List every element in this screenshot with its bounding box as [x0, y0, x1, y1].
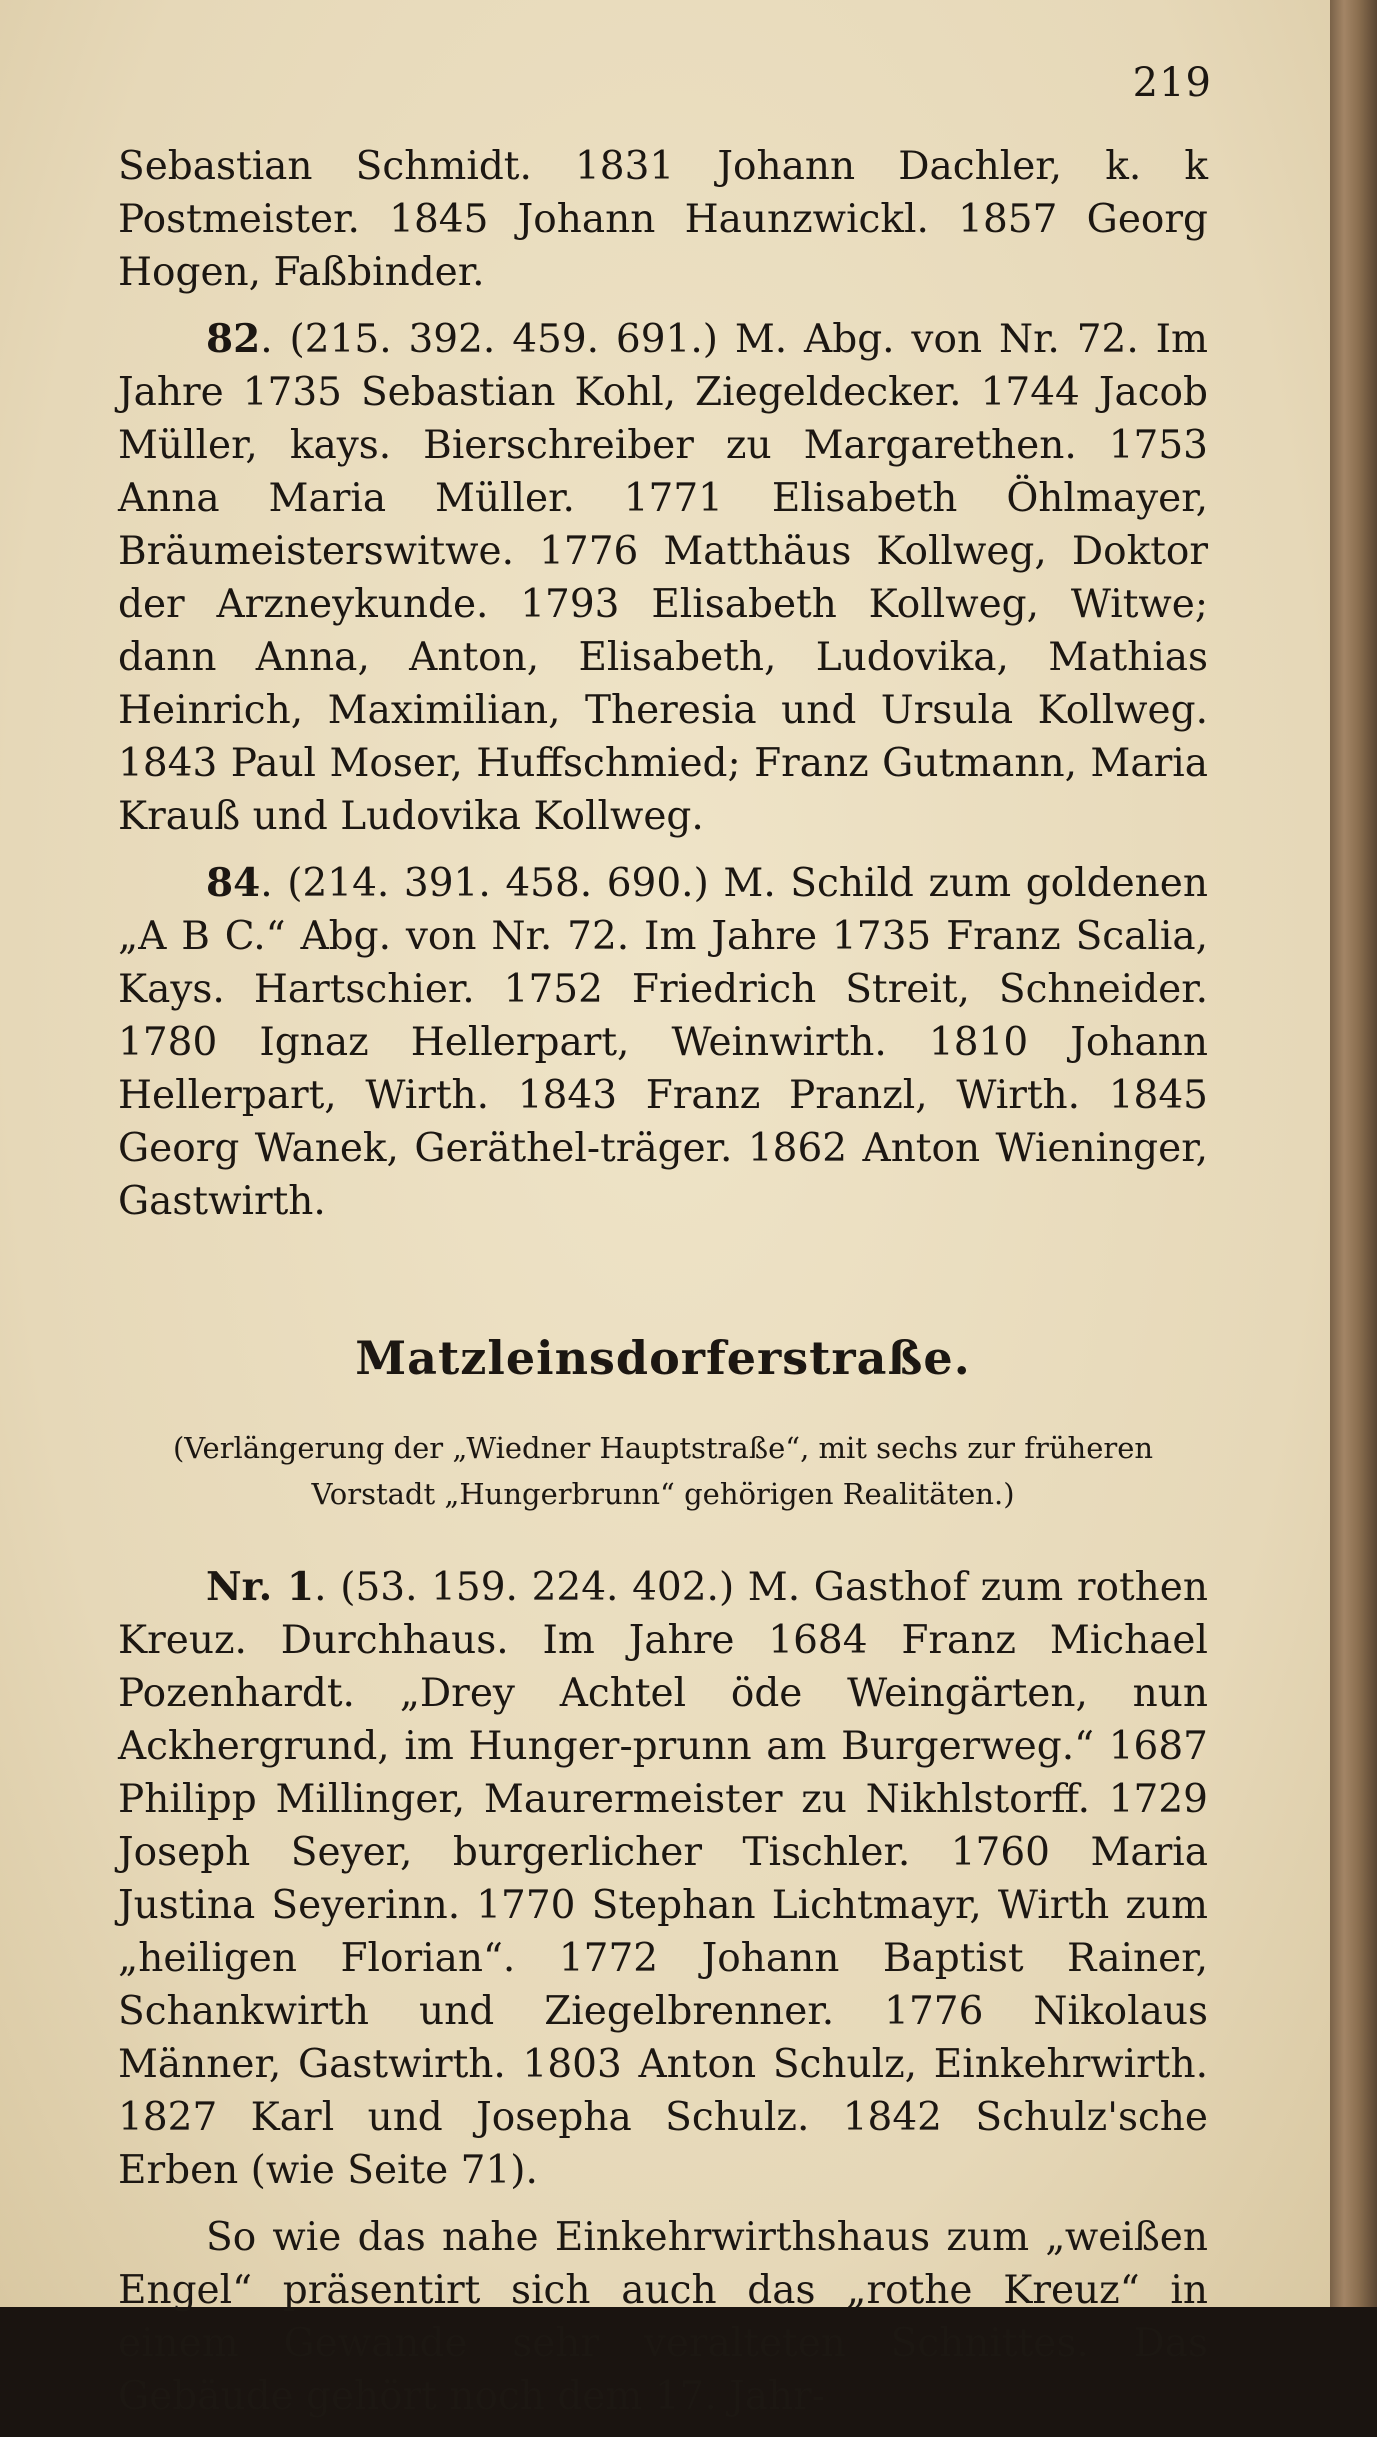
entry-82 — [118, 313, 1208, 843]
book-page-edge — [1330, 0, 1377, 2307]
closing-paragraph: So wie das nahe Einkehrwirthshaus zum „weißen Engel“ präsentirt sich auch das „rothe Kreuz“ in einem Gewande sehr veralteten Schnittes. Das Gebäude gehört noch dem 17. Jahr- — [118, 2215, 1208, 2419]
entry-84 — [118, 857, 1208, 1228]
entry-84-number: 84 — [206, 860, 261, 906]
entry-1 — [118, 1561, 1208, 2197]
entry-1-text: . (53. 159. 224. 402.) M. Gasthof zum rothen Kreuz. Durchhaus. Im Jahre 1684 Franz Michael Pozenhardt. „Drey Achtel öde Weingärten, nun Ackhergrund, im Hunger-prunn am Burgerweg.“ 1687 Philipp Millinger, Maurermeister zu Nikhlstorff. 1729 Joseph Seyer, burgerlicher Tischler. 1760 Maria Justina Seyerinn. 1770 Stephan Lichtmayr, Wirth zum „heiligen Florian“. 1772 Johann Baptist Rainer, Schankwirth und Ziegelbrenner. 1776 Nikolaus Männer, Gastwirth. 1803 Anton Schulz, Einkehrwirth. 1827 Karl und Josepha Schulz. 1842 Schulz'sche Erben (wie Seite 71). — [118, 1565, 1208, 2193]
section-heading: Matzleinsdorferstraße. — [355, 1331, 971, 1385]
entry-82-number: 82 — [206, 316, 261, 362]
entry-84-text: . (214. 391. 458. 690.) M. Schild zum goldenen „A B C.“ Abg. von Nr. 72. Im Jahre 1735 Franz Scalia, Kays. Hartschier. 1752 Friedrich Streit, Schneider. 1780 Ignaz Hellerpart, Weinwirth. 1810 Johann Hellerpart, Wirth. 1843 Franz Pranzl, Wirth. 1845 Georg Wanek, Geräthel-träger. 1862 Anton Wieninger, Gastwirth. — [118, 861, 1208, 1224]
section-subheading: (Verlängerung der „Wiedner Hauptstraße“, mit sechs zur früheren Vorstadt „Hungerbrunn“ gehörigen Realitäten.) — [172, 1431, 1154, 1511]
entry-82-text: . (215. 392. 459. 691.) M. Abg. von Nr. 72. Im Jahre 1735 Sebastian Kohl, Ziegeldecker. 1744 Jacob Müller, kays. Bierschreiber zu Margarethen. 1753 Anna Maria Müller. 1771 Elisabeth Öhlmayer, Bräumeisterswitwe. 1776 Matthäus Kollweg, Doktor der Arzneykunde. 1793 Elisabeth Kollweg, Witwe; dann Anna, Anton, Elisabeth, Ludovika, Mathias Heinrich, Maximilian, Theresia und Ursula Kollweg. 1843 Paul Moser, Huffschmied; Franz Gutmann, Maria Krauß und Ludovika Kollweg. — [118, 317, 1208, 839]
text-block — [118, 140, 1208, 2437]
entry-1-label: Nr. 1 — [206, 1564, 315, 1610]
page-number: 219 — [1132, 60, 1212, 106]
intro-paragraph: Sebastian Schmidt. 1831 Johann Dachler, k. k Postmeister. 1845 Johann Haunzwickl. 1857 Georg Hogen, Faßbinder. — [118, 144, 1208, 295]
